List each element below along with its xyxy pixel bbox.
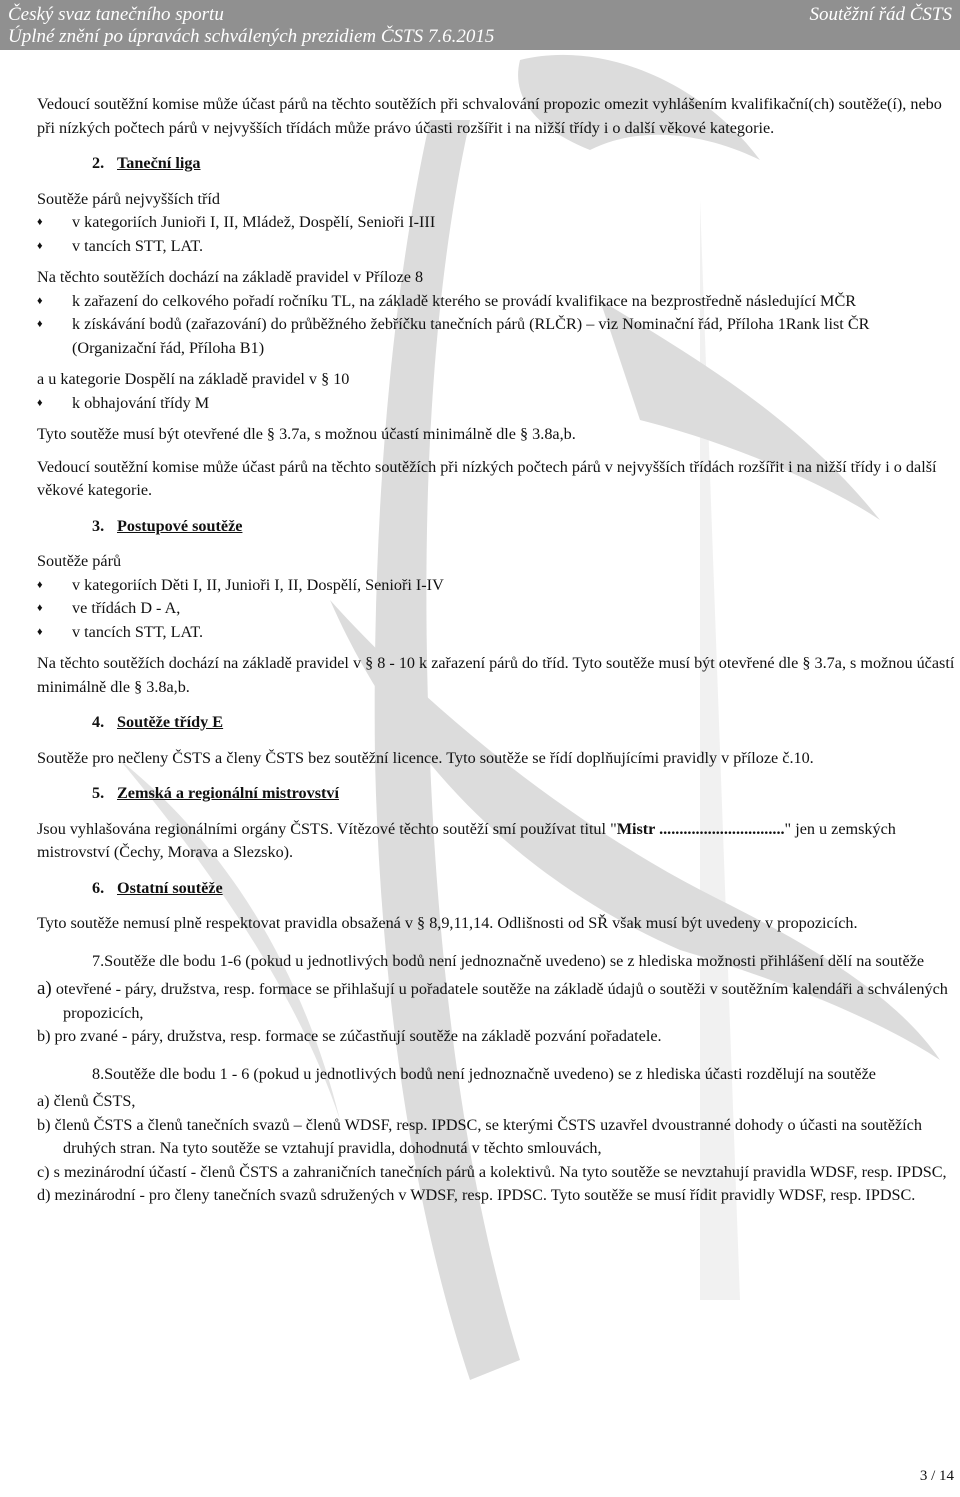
section-title: Taneční liga — [117, 154, 201, 172]
list-item-a — [37, 977, 957, 1025]
section-5-text-a: Jsou vyhlašována regionálními orgány ČSTS. Vítězové těchto soutěží smí používat titul " — [37, 819, 617, 838]
section-title: Soutěže třídy E — [117, 713, 224, 731]
section-2-bullets3 — [37, 392, 957, 416]
bullet-item: ♦ v kategoriích Děti I, II, Junioři I, II, Dospělí, Senioři I-IV — [37, 574, 957, 598]
section-number: 8. — [92, 1064, 105, 1083]
section-title: Postupové soutěže — [117, 516, 243, 535]
section-7 — [92, 950, 957, 974]
section-5-title-mistr: Mistr ............................... — [616, 819, 785, 838]
list-item — [37, 1090, 957, 1114]
section-number: 6. — [92, 878, 105, 897]
header-org: Český svaz tanečního sportu — [8, 4, 224, 25]
section-3-p1: Na těchto soutěžích dochází na základě pravidel v § 8 - 10 k zařazení párů do tříd. Tyto soutěže musí být otevřené dle § 3.7a, s možnou účastí minimálně dle § 3.8a,b. — [37, 654, 955, 696]
section-number: 2. — [92, 154, 105, 172]
page-header — [0, 0, 960, 50]
bullet-item: ♦ k zařazení do celkového pořadí ročníku TL, na základě kterého se provádí kvalifikace na bezprostředně následující MČR — [37, 290, 957, 314]
section-6-heading — [92, 877, 957, 901]
section-7-text: Soutěže dle bodu 1-6 (pokud u jednotlivých bodů není jednoznačně uvedeno) se z hlediska možnosti přihlášení dělí na soutěže — [104, 951, 925, 970]
section-2-bullets — [37, 211, 957, 258]
section-2-p3: Tyto soutěže musí být otevřené dle § 3.7a, s možnou účastí minimálně dle § 3.8a,b. — [37, 425, 576, 443]
list-text: členů ČSTS, — [53, 1092, 136, 1110]
section-3-heading — [92, 515, 957, 539]
section-number: 5. — [92, 784, 105, 802]
list-text: pro zvané - páry, družstva, resp. formace se zúčastňují soutěže na základě pozvání pořadatele. — [54, 1027, 662, 1045]
list-text: otevřené - páry, družstva, resp. formace se přihlašují u pořadatele soutěže na základě údajů o soutěži v soutěžním kalendáři a schválených propozicích, — [55, 980, 948, 1022]
section-4-heading — [92, 711, 957, 735]
list-item — [37, 1161, 957, 1185]
section-2-p1: Na těchto soutěžích dochází na základě pravidel v Příloze 8 — [37, 268, 424, 286]
section-6-p1: Tyto soutěže nemusí plně respektovat pravidla obsažená v § 8,9,11,14. Odlišnosti od SŘ však musí být uvedeny v propozicích. — [37, 914, 858, 932]
section-2-heading — [92, 152, 957, 176]
section-title: Ostatní soutěže — [117, 878, 223, 897]
bullet-item: ♦ ve třídách D - A, — [37, 597, 957, 621]
list-item — [37, 1184, 957, 1208]
intro-paragraph: Vedoucí soutěžní komise může účast párů na těchto soutěžích při schvalování propozic omezit vyhlášením kvalifikační(ch) soutěže(í), nebo při nízkých počtech párů v nejvyšších třídách může právo účasti rozšířit i na nižší třídy i o další věkové kategorie. — [37, 95, 942, 137]
bullet-item: ♦ k obhajování třídy M — [37, 392, 957, 416]
section-2-lead: Soutěže párů nejvyšších tříd — [37, 189, 220, 208]
section-3-bullets — [37, 574, 957, 645]
section-5-text-c: " jen u zemských mistrovství (Čechy, Morava a Slezsko). — [37, 819, 896, 861]
list-label: b) — [37, 1115, 51, 1134]
section-number: 4. — [92, 713, 105, 731]
section-8-text: Soutěže dle bodu 1 - 6 (pokud u jednotlivých bodů není jednoznačně uvedeno) se z hlediska účasti rozdělují na soutěže — [104, 1064, 876, 1083]
section-5-p1 — [37, 818, 957, 865]
section-3-lead: Soutěže párů — [37, 552, 122, 570]
section-title: Zemská a regionální mistrovství — [117, 784, 339, 802]
section-4-p1: Soutěže pro nečleny ČSTS a členy ČSTS bez soutěžní licence. Tyto soutěže se řídí doplňujícími pravidly v příloze č.10. — [37, 748, 814, 767]
section-2-p2: a u kategorie Dospělí na základě pravidel v § 10 — [37, 370, 350, 388]
list-label: d) — [37, 1186, 51, 1204]
list-label: a) — [37, 978, 52, 999]
header-subtitle: Úplné znění po úpravách schválených prezidiem ČSTS 7.6.2015 — [8, 26, 495, 47]
list-item — [37, 1114, 957, 1161]
bullet-item: ♦ v kategoriích Junioři I, II, Mládež, Dospělí, Senioři I-III — [37, 211, 957, 235]
list-text: mezinárodní - pro členy tanečních svazů sdružených v WDSF, resp. IPDSC. Tyto soutěže se musí řídit pravidly WDSF, resp. IPDSC. — [54, 1186, 916, 1204]
list-label: c) — [37, 1162, 50, 1181]
section-8 — [92, 1063, 957, 1087]
section-2-p4: Vedoucí soutěžní komise může účast párů na těchto soutěžích při nízkých počtech párů v nejvyšších třídách rozšířit i na nižší třídy i o další věkové kategorie. — [37, 457, 937, 499]
page-number: 3 / 14 — [919, 1468, 954, 1484]
document-body — [37, 93, 957, 1208]
bullet-item: ♦ v tancích STT, LAT. — [37, 621, 957, 645]
list-label: a) — [37, 1092, 50, 1110]
bullet-item: ♦ k získávání bodů (zařazování) do průběžného žebříčku tanečních párů (RLČR) – viz Nominační řád, Příloha 1Rank list ČR (Organizační řád, Příloha B1) — [37, 313, 957, 360]
section-5-heading — [92, 782, 957, 806]
section-number: 3. — [92, 516, 105, 535]
section-2-bullets2 — [37, 290, 957, 361]
header-doc-title: Soutěžní řád ČSTS — [809, 4, 952, 25]
section-number: 7. — [92, 951, 105, 970]
list-label: b) — [37, 1027, 51, 1045]
list-text: s mezinárodní účastí - členů ČSTS a zahraničních tanečních párů a kolektivů. Na tyto soutěže se nevztahují pravidla WDSF, resp. IPDSC, — [53, 1162, 947, 1181]
list-text: členů ČSTS a členů tanečních svazů – členů WDSF, resp. IPDSC, se kterými ČSTS uzavřel dvoustranné dohody o účasti na soutěžích druhých stran. Na tyto soutěže se vztahují pravidla, dohodnutá v těchto smlouvách, — [54, 1115, 922, 1157]
list-item-b — [37, 1025, 957, 1049]
bullet-item: ♦ v tancích STT, LAT. — [37, 235, 957, 259]
